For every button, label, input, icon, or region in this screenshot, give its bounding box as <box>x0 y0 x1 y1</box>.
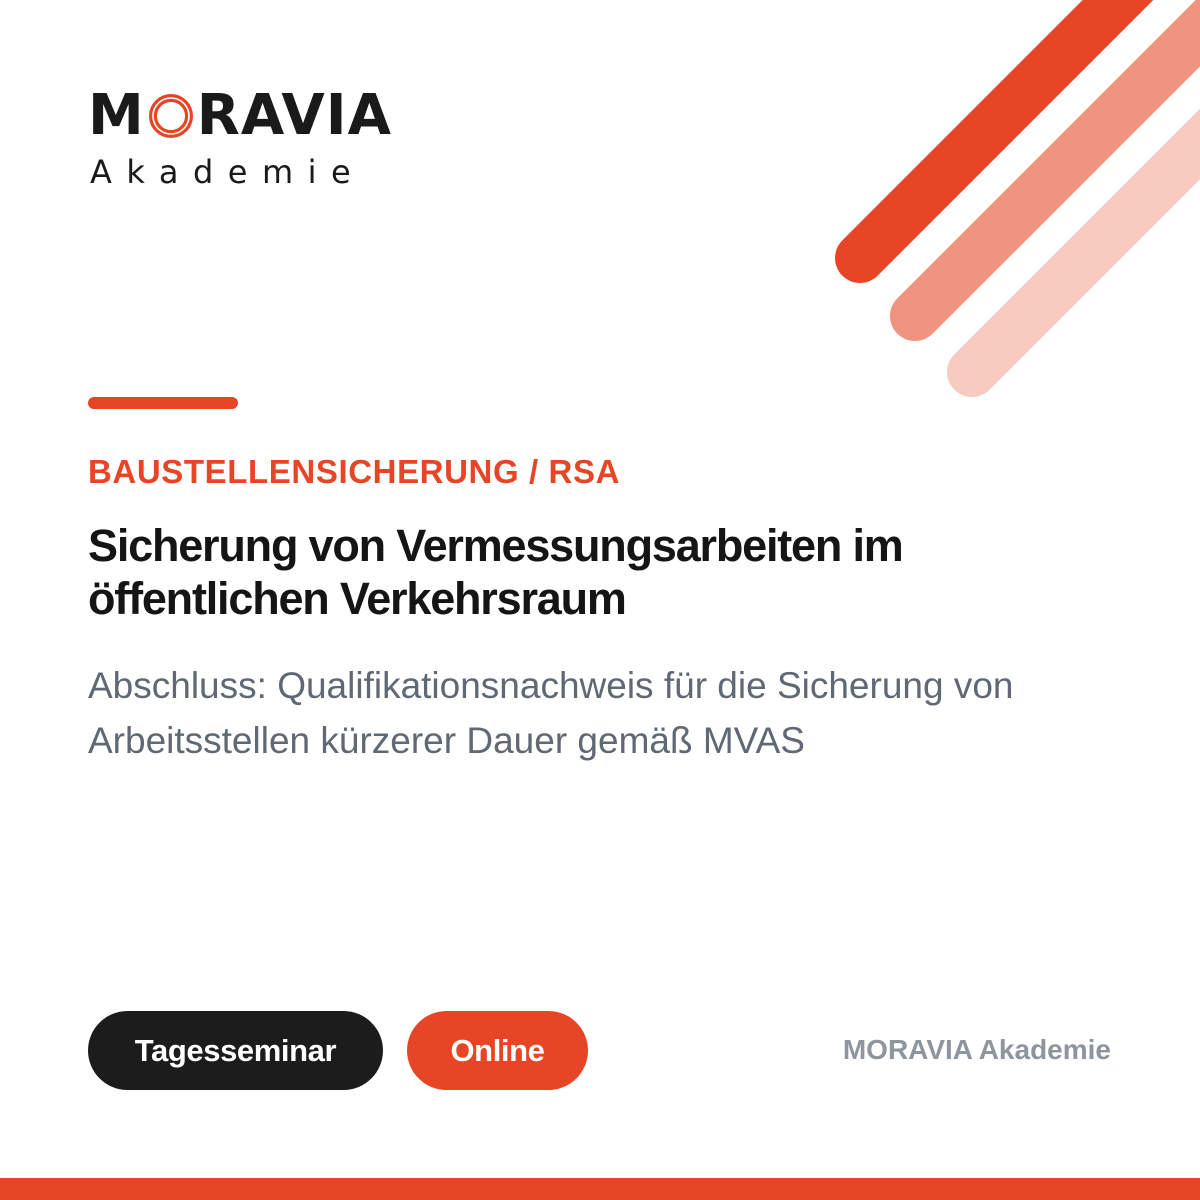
course-title: Sicherung von Vermessungsarbeiten im öffentlichen Verkehrsraum <box>88 520 903 624</box>
mode-badge <box>407 1011 588 1090</box>
ring-o-icon <box>148 93 194 139</box>
format-badge-label: Tagesseminar <box>134 1032 337 1068</box>
bottom-accent-bar <box>0 1178 1200 1200</box>
logo-letters-ravia: RAVIA <box>196 83 392 148</box>
course-subtitle: Abschluss: Qualifikationsnachweis für die Sicherung von Arbeitsstellen kürzerer Dauer gemäß MVAS <box>88 665 1014 761</box>
category-label: BAUSTELLENSICHERUNG / RSA <box>88 453 621 490</box>
accent-divider <box>88 397 238 409</box>
format-badge <box>88 1011 383 1090</box>
logo-letter-m: M <box>88 83 145 148</box>
logo-subline: Akademie <box>90 153 366 191</box>
footer-brand: MORAVIA Akademie <box>842 1034 1111 1065</box>
mode-badge-label: Online <box>450 1032 545 1068</box>
brand-logo <box>88 83 392 196</box>
logo-wordmark <box>88 83 392 148</box>
